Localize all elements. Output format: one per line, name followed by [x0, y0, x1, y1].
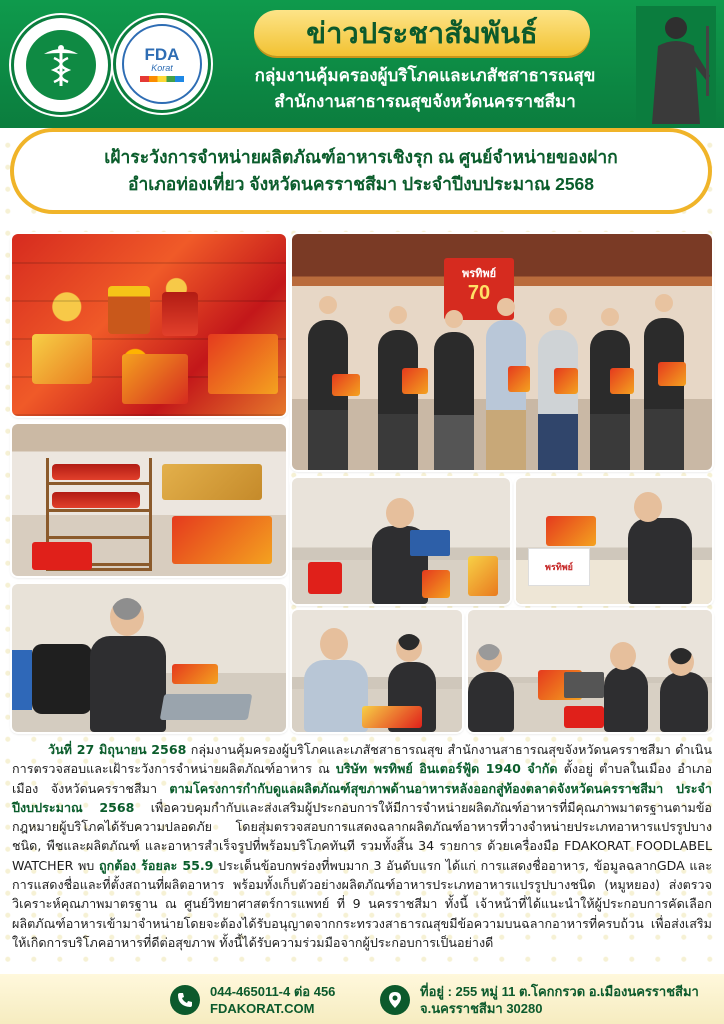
location-pin-icon	[380, 985, 410, 1015]
news-title: ข่าวประชาสัมพันธ์	[306, 18, 538, 50]
org-line-2: สำนักงานสาธารณสุขจังหวัดนครราชสีมา	[274, 92, 576, 111]
body-part-4: ประเด็นข้อบกพร่องที่พบมาก 3 อันดับแรก ได้แก่ การแสดงชื่ออาหาร, ข้อมูลฉลากGDA และการแสดงชื่อและที่ตั้งสถานที่ผลิตอาหาร พร้อมทั้งเก็บตัวอย่างผลิตภัณฑ์อาหารประเภทอาหารแปรรูปบางชนิด (หมูหยอง) ส่งตรวจวิเคราะห์คุณภาพมาตรฐาน ณ ศูนย์วิทยาศาสตร์การแพทย์ ที่ 9 นครราชสีมา ทั้งนี้ เจ้าหน้าที่ได้แนะนำให้ผู้ประกอบการคัดเลือกผลิตภัณฑ์อาหารเข้ามาจำหน่ายโดยจะต้องได้รับอนุญาตจากกระทรวงสาธารณสุขมีข้อความบนฉลากอาหารที่ครบถ้วน เพื่อส่งเสริมให้เกิดการบริโภคอาหารที่ดีต่อสุขภาพ ทั้งนี้ได้รับความร่วมมือจากผู้ประกอบการเป็นอย่างดี	[12, 857, 712, 950]
phone-icon	[170, 985, 200, 1015]
photo-store-shelves	[12, 424, 286, 576]
headline-line-2: อำเภอท่องเที่ยว จังหวัดนครราชสีมา ประจำปีงบประมาณ 2568	[127, 174, 595, 194]
fda-logo-stripes	[140, 76, 184, 82]
body-part-1: กลุ่มงานคุ้มครองผู้บริโภคและเภสัชสาธารณสุข สำนักงานสาธารณสุขจังหวัดนครราชสีมา ดำเนินการตรวจสอบและเฝ้าระวังการจำหน่ายผลิตภัณฑ์อาหาร ณ	[12, 742, 712, 777]
booth-sign: พรทิพย์	[528, 548, 590, 586]
company-name: บริษัท พรทิพย์ อินเตอร์ฟู้ด 1940 จำกัด	[335, 761, 558, 777]
address-contact	[380, 983, 699, 1017]
banner-number: 70	[467, 282, 491, 304]
photo-label-inspection-2	[516, 478, 712, 604]
website[interactable]: FDAKORAT.COM	[210, 1001, 315, 1016]
photo-officer-laptop	[12, 584, 286, 732]
photo-officers-desk	[468, 610, 712, 732]
footer	[0, 974, 724, 1024]
phone-number: 044-465011-4 ต่อ 456	[210, 984, 336, 999]
project-name: ตามโครงการกำกับดูแลผลิตภัณฑ์สุขภาพด้านอาหารหลังออกสู่ท้องตลาดจังหวัดนครราชสีมา ประจำปีงบประมาณ 2568	[12, 780, 712, 815]
moph-logo	[14, 18, 108, 112]
news-title-badge	[254, 10, 590, 56]
headline-line-1: เฝ้าระวังการจำหน่ายผลิตภัณฑ์อาหารเชิงรุก ณ ศูนย์จำหน่ายของฝาก	[104, 147, 618, 167]
address-line-1: ที่อยู่ : 255 หมู่ 11 ต.โคกกรวด อ.เมืองนครราชสีมา	[420, 984, 699, 999]
fda-logo-sub: Korat	[151, 63, 173, 73]
headline-box	[10, 128, 712, 214]
photo-product-shelf	[12, 234, 286, 416]
body-part-2: ตั้งอยู่ ตำบลในเมือง อำเภอเมือง จังหวัดนครราชสีมา	[12, 761, 713, 796]
phone-contact	[170, 983, 335, 1017]
news-body	[12, 740, 712, 952]
fda-korat-logo	[116, 18, 208, 110]
header	[0, 0, 724, 128]
org-line-1: กลุ่มงานคุ้มครองผู้บริโภคและเภสัชสาธารณสุข	[254, 66, 596, 85]
photo-group-staff	[292, 234, 712, 470]
caduceus-icon	[36, 40, 86, 90]
banner-brand: พรทิพย์	[461, 268, 497, 280]
thao-suranari-statue-icon	[636, 6, 716, 124]
fda-logo-brand: FDA	[144, 45, 180, 64]
news-date: วันที่ 27 มิถุนายน 2568	[48, 742, 187, 757]
address-line-2: จ.นครราชสีมา 30280	[420, 1001, 543, 1016]
photo-officers-review	[292, 610, 462, 732]
inspection-result: ถูกต้อง ร้อยละ 55.9	[98, 857, 214, 873]
photo-label-inspection-1	[292, 478, 510, 604]
body-part-3: เพื่อควบคุมกำกับและส่งเสริมผู้ประกอบการให้มีการจำหน่ายผลิตภัณฑ์อาหารที่มีคุณภาพมาตรฐานตามข้อกฎหมายผู้บริโภคได้รับความปลอดภัย โดยสุ่มตรวจสอบการแสดงฉลากผลิตภัณฑ์อาหารที่วางจำหน่ายประเภทอาหารแปรรูปบางชนิด, พืชและผลิตภัณฑ์ และอาหารสำเร็จรูปที่พร้อมบริโภคทันที รวมทั้งสิ้น 34 รายการ ด้วยเครื่องมือ FDAKORAT FOODLABEL WATCHER พบ	[12, 799, 712, 873]
